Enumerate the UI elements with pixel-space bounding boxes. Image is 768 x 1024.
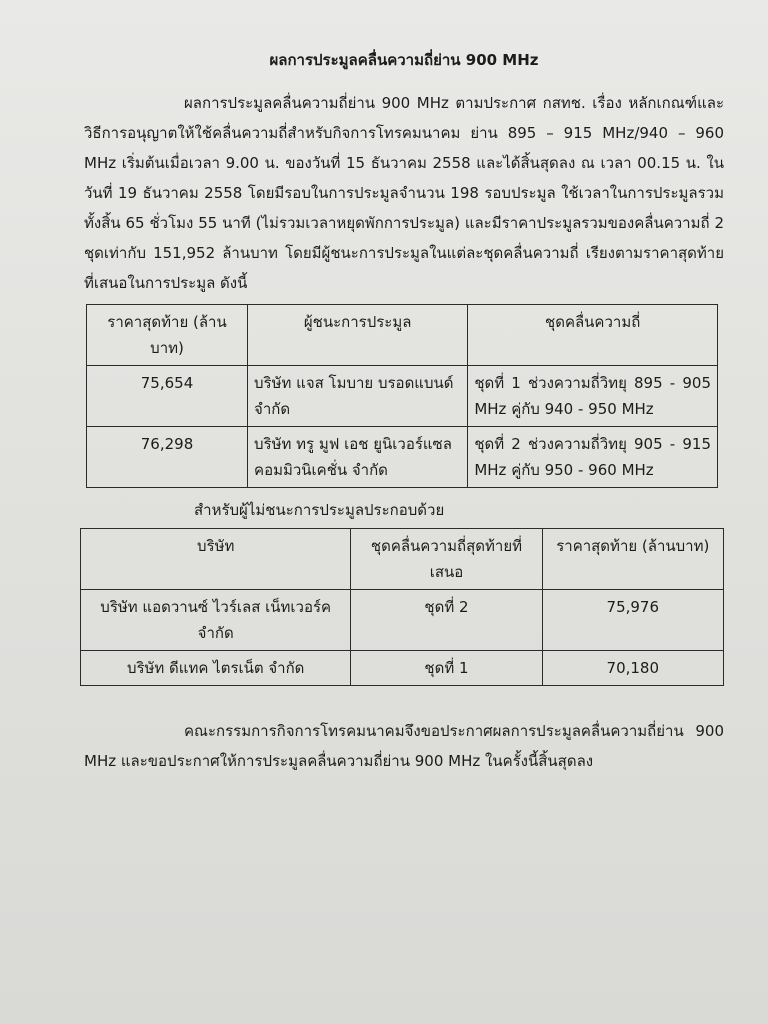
losers-heading: สำหรับผู้ไม่ชนะการประมูลประกอบด้วย	[194, 501, 445, 519]
table-cell: 75,654	[87, 366, 248, 427]
column-header-winner: ผู้ชนะการประมูล	[248, 305, 468, 366]
table-header-row	[87, 305, 718, 366]
column-header-final-price: ราคาสุดท้าย (ล้านบาท)	[542, 529, 723, 590]
intro-text: ผลการประมูลคลื่นความถี่ย่าน 900 MHz ตามประกาศ กสทช. เรื่อง หลักเกณฑ์และวิธีการอนุญาตให้ใช้คลื่นความถี่สำหรับกิจการโทรคมนาคม ย่าน 895 – 915 MHz/940 – 960 MHz เริ่มต้นเมื่อเวลา 9.00 น. ของวันที่ 15 ธันวาคม 2558 และได้สิ้นสุดลง ณ เวลา 00.15 น. ในวันที่ 19 ธันวาคม 2558 โดยมีรอบในการประมูลจำนวน 198 รอบประมูล ใช้เวลาในการประมูลรวมทั้งสิ้น 65 ชั่วโมง 55 นาที (ไม่รวมเวลาหยุดพักการประมูล) และมีราคาประมูลรวมของคลื่นความถี่ 2 ชุดเท่ากับ 151,952 ล้านบาท โดยมีผู้ชนะการประมูลในแต่ละชุดคลื่นความถี่ เรียงตามราคาสุดท้ายที่เสนอในการประมูล ดังนี้	[84, 94, 724, 292]
intro-paragraph	[84, 88, 724, 298]
closing-text: คณะกรรมการกิจการโทรคมนาคมจึงขอประกาศผลการประมูลคลื่นความถี่ย่าน 900 MHz และขอประกาศให้การประมูลคลื่นความถี่ย่าน 900 MHz ในครั้งนี้สิ้นสุดลง	[84, 722, 724, 770]
table-cell: ชุดที่ 1 ช่วงความถี่วิทยุ 895 - 905 MHz คู่กับ 940 - 950 MHz	[468, 366, 718, 427]
table-row	[87, 427, 718, 488]
table-cell: บริษัท ดีแทค ไตรเน็ต จำกัด	[81, 651, 351, 686]
losers-table	[80, 528, 724, 686]
table-cell: ชุดที่ 1	[351, 651, 542, 686]
table-cell: ชุดที่ 2	[351, 590, 542, 651]
document-title: ผลการประมูลคลื่นความถี่ย่าน 900 MHz	[269, 51, 539, 69]
winners-table	[86, 304, 718, 488]
closing-paragraph	[84, 716, 724, 776]
table-cell: 75,976	[542, 590, 723, 651]
table-row	[81, 651, 724, 686]
column-header-company: บริษัท	[81, 529, 351, 590]
table-cell: 76,298	[87, 427, 248, 488]
table-row	[87, 366, 718, 427]
table-row	[81, 590, 724, 651]
table-cell: บริษัท ทรู มูฟ เอช ยูนิเวอร์แซล คอมมิวนิเคชั่น จำกัด	[248, 427, 468, 488]
table-cell: ชุดที่ 2 ช่วงความถี่วิทยุ 905 - 915 MHz คู่กับ 950 - 960 MHz	[468, 427, 718, 488]
column-header-last-frequency-set: ชุดคลื่นความถี่สุดท้ายที่เสนอ	[351, 529, 542, 590]
table-cell: บริษัท แอดวานซ์ ไวร์เลส เน็ทเวอร์ค จำกัด	[81, 590, 351, 651]
column-header-final-price: ราคาสุดท้าย (ล้านบาท)	[87, 305, 248, 366]
table-header-row	[81, 529, 724, 590]
table-cell: 70,180	[542, 651, 723, 686]
table-cell: บริษัท แจส โมบาย บรอดแบนด์ จำกัด	[248, 366, 468, 427]
column-header-frequency-set: ชุดคลื่นความถี่	[468, 305, 718, 366]
